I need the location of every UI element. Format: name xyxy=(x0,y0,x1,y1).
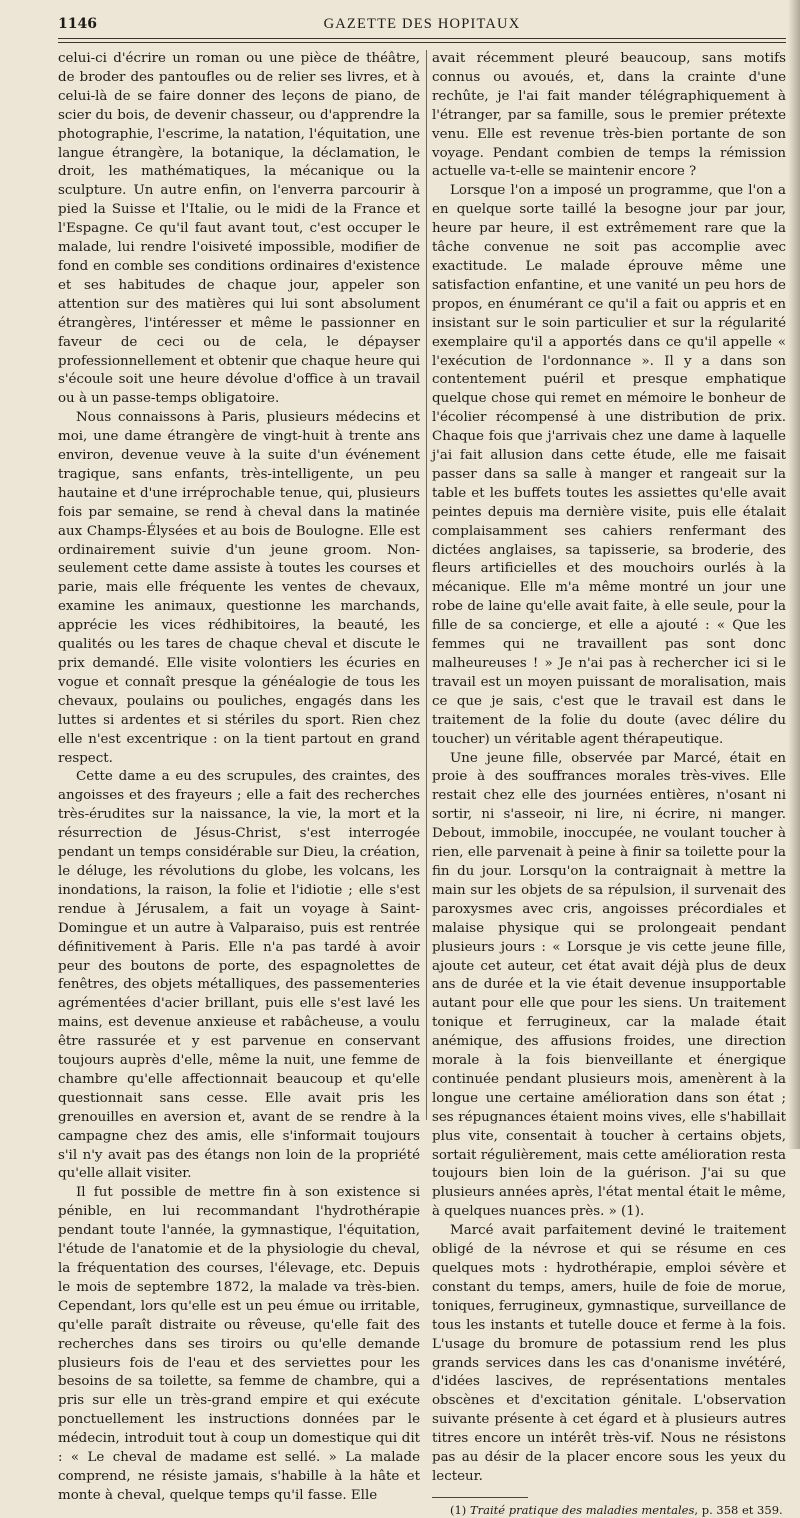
paragraph: Marcé avait parfaitement deviné le traitement obligé de la névrose et qui se résume en ces quelques mots : hydrothérapie, emploi sévère et constant du temps, amers, huile de foie de morue, toniques, ferrugineux, gymnastique, surveillance de tous les instants et tutelle douce et ferme à la fois. L'usage du bromure de potassium rend les plus grands services dans les cas d'onanisme invétéré, d'idées lascives, de représentations mentales obscènes et d'excitation génitale. L'observation suivante présente à cet égard et à plusieurs autres titres encore un intérêt très-vif. Nous ne résistons pas au désir de la placer encore sous les yeux du lecteur. xyxy=(432,1223,786,1484)
column-divider xyxy=(426,50,427,1120)
page-number: 1146 xyxy=(58,16,97,32)
footnote-title: Traité pratique des maladies mentales xyxy=(469,1502,695,1517)
footnote-pages: , p. 358 et 359. xyxy=(694,1502,783,1517)
header-rule-double xyxy=(58,42,786,43)
footnote-marker: (1) xyxy=(450,1502,467,1517)
paragraph: Cette dame a eu des scrupules, des craintes, des angoisses et des frayeurs ; elle a fait des recherches très-érudites sur la naissance, la vie, la mort et la résurrection de Jésus-Christ, s'est interrogée pendant un temps considérable sur Dieu, la création, le déluge, les révolutions du globe, les volcans, les inondations, la raison, la folie et l'idiotie ; elle s'est rendue à Jérusalem, a fait un voyage à Saint-Domingue et un autre à Valparaiso, puis est rentrée définitivement à Paris. Elle n'a pas tardé à avoir peur des boutons de porte, des espagnolettes de fenêtres, des objets métalliques, des passementeries agrémentées d'acier brillant, puis elle s'est lavé les mains, est devenue anxieuse et rabâcheuse, a voulu être rassurée et y est parvenue en conservant toujours auprès d'elle, même la nuit, une femme de chambre qu'elle affectionnait beaucoup et qu'elle questionnait sans cesse. Elle avait pris les grenouilles en aversion et, avant de se rendre à la campagne chez des amis, elle s'informait toujours s'il n'y avait pas des étangs non loin de la propriété qu'elle allait visiter. xyxy=(58,769,420,1182)
paragraph: Une jeune fille, observée par Marcé, était en proie à des souffrances morales très-vives. Elle restait chez elle des journées entières, n'osant ni sortir, ni s'asseoir, ni lire, ni écrire, ni manger. Debout, immobile, inoccupée, ne voulant toucher à rien, elle parvenait à peine à finir sa toilette pour la fin du jour. Lorsqu'on la contraignait à mettre la main sur les objets de sa répulsion, il survenait des paroxysmes avec cris, angoisses précordiales et malaise physique qui se prolongeait pendant plusieurs jours : « Lorsque je vis cette jeune fille, ajoute cet auteur, cet état avait déjà plus de deux ans de durée et la vie était devenue insupportable autant pour elle que pour les siens. Un traitement tonique et ferrugineux, car la malade était anémique, des affusions froides, une direction morale à la fois bienveillante et énergique continuée pendant plusieurs mois, amenèrent à la longue une certaine amélioration dans son état ; ses répugnances étaient moins vives, elle s'habillait plus vite, consentait à toucher à certains objets, sortait régulièrement, mais cette amélioration resta toujours bien loin de la guérison. J'ai su que plusieurs années après, l'état mental était le même, à quelques nuances près. » (1). xyxy=(432,750,786,1220)
footnote-rule xyxy=(432,1497,528,1498)
right-column xyxy=(432,50,786,1517)
paragraph: Lorsque l'on a imposé un programme, que l'on a en quelque sorte taillé la besogne jour par jour, heure par heure, il est extrêmement rare que la tâche convenue ne soit pas accomplie avec exactitude. Le malade éprouve même une satisfaction enfantine, et une vanité un peu hors de propos, en énumérant ce qu'il a fait ou appris et en insistant sur le soin particulier et sur la régularité exemplaire qu'il a apportés dans ce qu'il appelle « l'exécution de l'ordonnance ». Il y a dans son contentement puéril et presque emphatique quelque chose qui remet en mémoire le bonheur de l'écolier récompensé à une distribution de prix. Chaque fois que j'arrivais chez une dame à laquelle j'ai fait allusion dans cette étude, elle me faisait passer dans sa salle à manger et rangeait sur la table et les buffets toutes les assiettes qu'elle avait peintes depuis ma dernière visite, puis elle étalait complaisamment ses cahiers renfermant des dictées anglaises, sa tapisserie, sa broderie, des fleurs artificielles et des mouchoirs ourlés à la mécanique. Elle m'a même montré un jour une robe de laine qu'elle avait faite, à elle seule, pour la fille de sa concierge, et elle a ajouté : « Que les femmes qui ne travaillent pas sont donc malheureuses ! » Je n'ai pas à rechercher ici si le travail est un moyen puissant de moralisation, mais ce que je sais, c'est que le travail est dans le traitement de la folie du doute (avec délire du toucher) un véritable agent thérapeutique. xyxy=(432,183,786,747)
paragraph: celui-ci d'écrire un roman ou une pièce de théâtre, de broder des pantoufles ou de relier ses livres, et à celui-là de se faire donner des leçons de piano, de scier du bois, de devenir chasseur, ou d'apprendre la photographie, l'escrime, la natation, l'équitation, une langue étrangère, la botanique, la déclamation, le droit, les mathématiques, la mécanique ou la sculpture. Un autre enfin, on l'enverra parcourir à pied la Suisse et l'Italie, ou le midi de la France et l'Espagne. Ce qu'il faut avant tout, c'est occuper le malade, lui rendre l'oisiveté impossible, modifier de fond en comble ses conditions ordinaires d'existence et ses habitudes de chaque jour, appeler son attention sur des matières qui lui sont absolument étrangères, l'intéresser et même le passionner en faveur de ceci ou de cela, le dépayser professionnellement et obtenir que chaque heure qui s'écoule soit une heure dévolue d'office à un travail ou à un passe-temps obligatoire. xyxy=(58,51,420,407)
paragraph: Nous connaissons à Paris, plusieurs médecins et moi, une dame étrangère de vingt-huit à trente ans environ, devenue veuve à la suite d'un événement tragique, sans enfants, très-intelligente, un peu hautaine et d'une irréprochable tenue, qui, plusieurs fois par semaine, se rend à cheval dans la matinée aux Champs-Élysées et au bois de Boulogne. Elle est ordinairement suivie d'un jeune groom. Non-seulement cette dame assiste à toutes les courses et parie, mais elle fréquente les ventes de chevaux, examine les animaux, questionne les marchands, apprécie les vices rédhibitoires, la beauté, les qualités ou les tares de chaque cheval et discute le prix demandé. Elle visite volontiers les écuries en vogue et connaît presque la généalogie de tous les chevaux, poulains ou pouliches, engagés dans les luttes si ardentes et si stériles du sport. Rien chez elle n'est excentrique : on la tient partout en grand respect. xyxy=(58,410,420,766)
paragraph: avait récemment pleuré beaucoup, sans motifs connus ou avoués, et, dans la crainte d'une rechûte, je l'ai fait mander télégraphiquement à l'étranger, par sa famille, sous le premier prétexte venu. Elle est revenue très-bien portante de son voyage. Pendant combien de temps la rémission actuelle va-t-elle se maintenir encore ? xyxy=(432,51,786,180)
paragraph: Il fut possible de mettre fin à son existence si pénible, en lui recommandant l'hydrothérapie pendant toute l'année, la gymnastique, l'équitation, l'étude de l'anatomie et de la physiologie du cheval, la fréquentation des courses, l'élevage, etc. Depuis le mois de septembre 1872, la malade va très-bien. Cependant, lors qu'elle est un peu émue ou irritable, qu'elle paraît distraite ou rêveuse, qu'elle fait des recherches dans ses tiroirs ou qu'elle demande plusieurs fois de l'eau et des serviettes pour les besoins de sa toilette, sa femme de chambre, qui a pris sur elle un très-grand empire et qui exécute ponctuellement les instructions données par le médecin, introduit tout à coup un domestique qui dit : « Le cheval de madame est sellé. » La malade comprend, ne résiste jamais, s'habille à la hâte et monte à cheval, quelque temps qu'il fasse. Elle xyxy=(58,1185,420,1503)
footnote xyxy=(432,1503,786,1518)
header-rule xyxy=(58,38,786,39)
binding-shadow xyxy=(788,0,800,1149)
left-column xyxy=(58,50,420,1503)
journal-title: GAZETTE DES HOPITAUX xyxy=(323,16,521,32)
page-header xyxy=(58,14,786,36)
